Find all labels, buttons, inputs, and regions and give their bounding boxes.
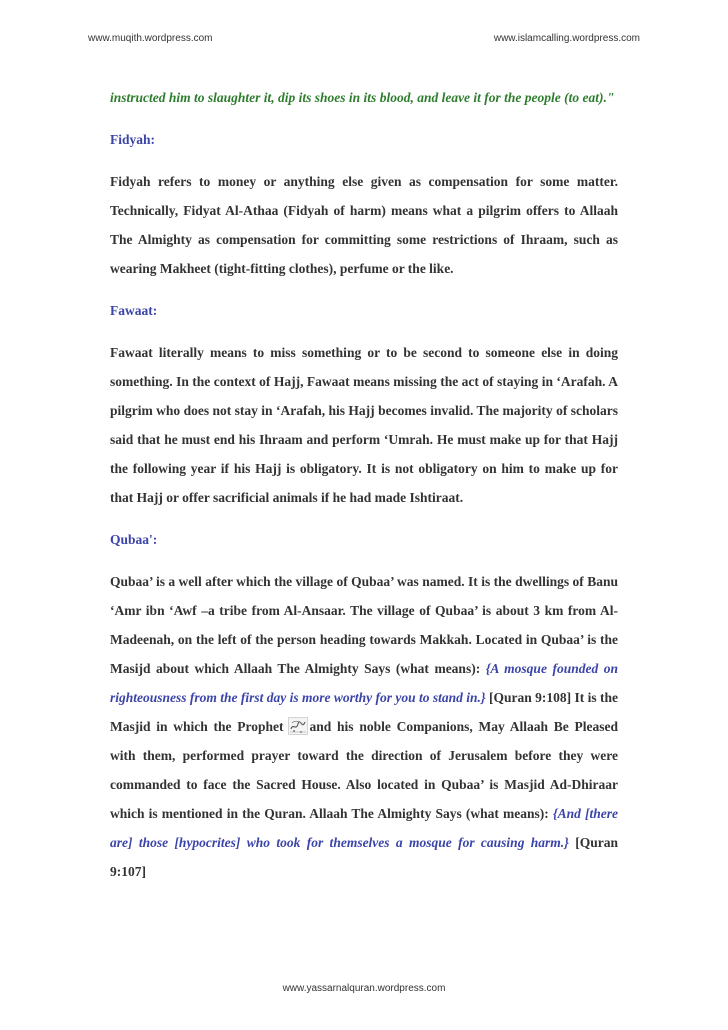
quran-quote-9-107: {And [there are] those [hypocrites] who took for themselves a mosque for causing harm.} (110, 806, 618, 850)
qubaa-text-2: [Quran 9:108] It is the Masjid in which the Prophet (110, 690, 619, 734)
qubaa-text-3: and his noble Companions, May Allaah Be Pleased with them, performed prayer toward the direction of Jerusalem before they were commanded to face the Sacred House. Also located in Qubaa’ is Masjid Ad-Dhiraar which is mentioned in the Quran. Allaah The Almighty Says (what means): (110, 719, 618, 821)
qubaa-heading: Qubaa': (110, 532, 158, 547)
qubaa-paragraph (110, 567, 618, 886)
qubaa-text-1: Qubaa’ is a well after which the village of Qubaa’ was named. It is the dwellings of Banu ‘Amr ibn ‘Awf –a tribe from Al-Ansaar. The village of Qubaa’ is about 3 km from Al-Madeenah, on the left of the person heading towards Makkah. Located in Qubaa’ is the Masijd about which Allaah The Almighty Says (what means): (110, 574, 618, 676)
fawaat-heading: Fawaat: (110, 303, 158, 318)
intro-quote: instructed him to slaughter it, dip its shoes in its blood, and leave it for the people (to eat)." (110, 90, 615, 105)
header-right-url: www.islamcalling.wordpress.com (493, 33, 640, 44)
fidyah-heading: Fidyah: (110, 132, 156, 147)
pbuh-calligraphy-icon (288, 716, 308, 734)
quran-quote-9-108: {A mosque founded on righteousness from the first day is more worthy for you to stand in.} (110, 661, 618, 705)
qubaa-text-4: [Quran 9:107] (110, 835, 618, 879)
page-content (110, 83, 618, 886)
fawaat-paragraph: Fawaat literally means to miss something or to be second to someone else in doing something. In the context of Hajj, Fawaat means missing the act of staying in ‘Arafah. A pilgrim who does not stay in ‘Arafah, his Hajj becomes invalid. The majority of scholars said that he must end his Ihraam and perform ‘Umrah. He must make up for that Hajj the following year if his Hajj is obligatory. It is not obligatory on him to make up for that Hajj or offer sacrificial animals if he had made Ishtiraat. (110, 345, 618, 505)
footer-url: www.yassarnalquran.wordpress.com (282, 983, 446, 994)
fidyah-paragraph: Fidyah refers to money or anything else given as compensation for some matter. Technically, Fidyat Al-Athaa (Fidyah of harm) means what a pilgrim offers to Allaah The Almighty as compensation for committing some restrictions of Ihraam, such as wearing Makheet (tight-fitting clothes), perfume or the like. (110, 174, 618, 276)
header-left-url: www.muqith.wordpress.com (88, 33, 213, 44)
